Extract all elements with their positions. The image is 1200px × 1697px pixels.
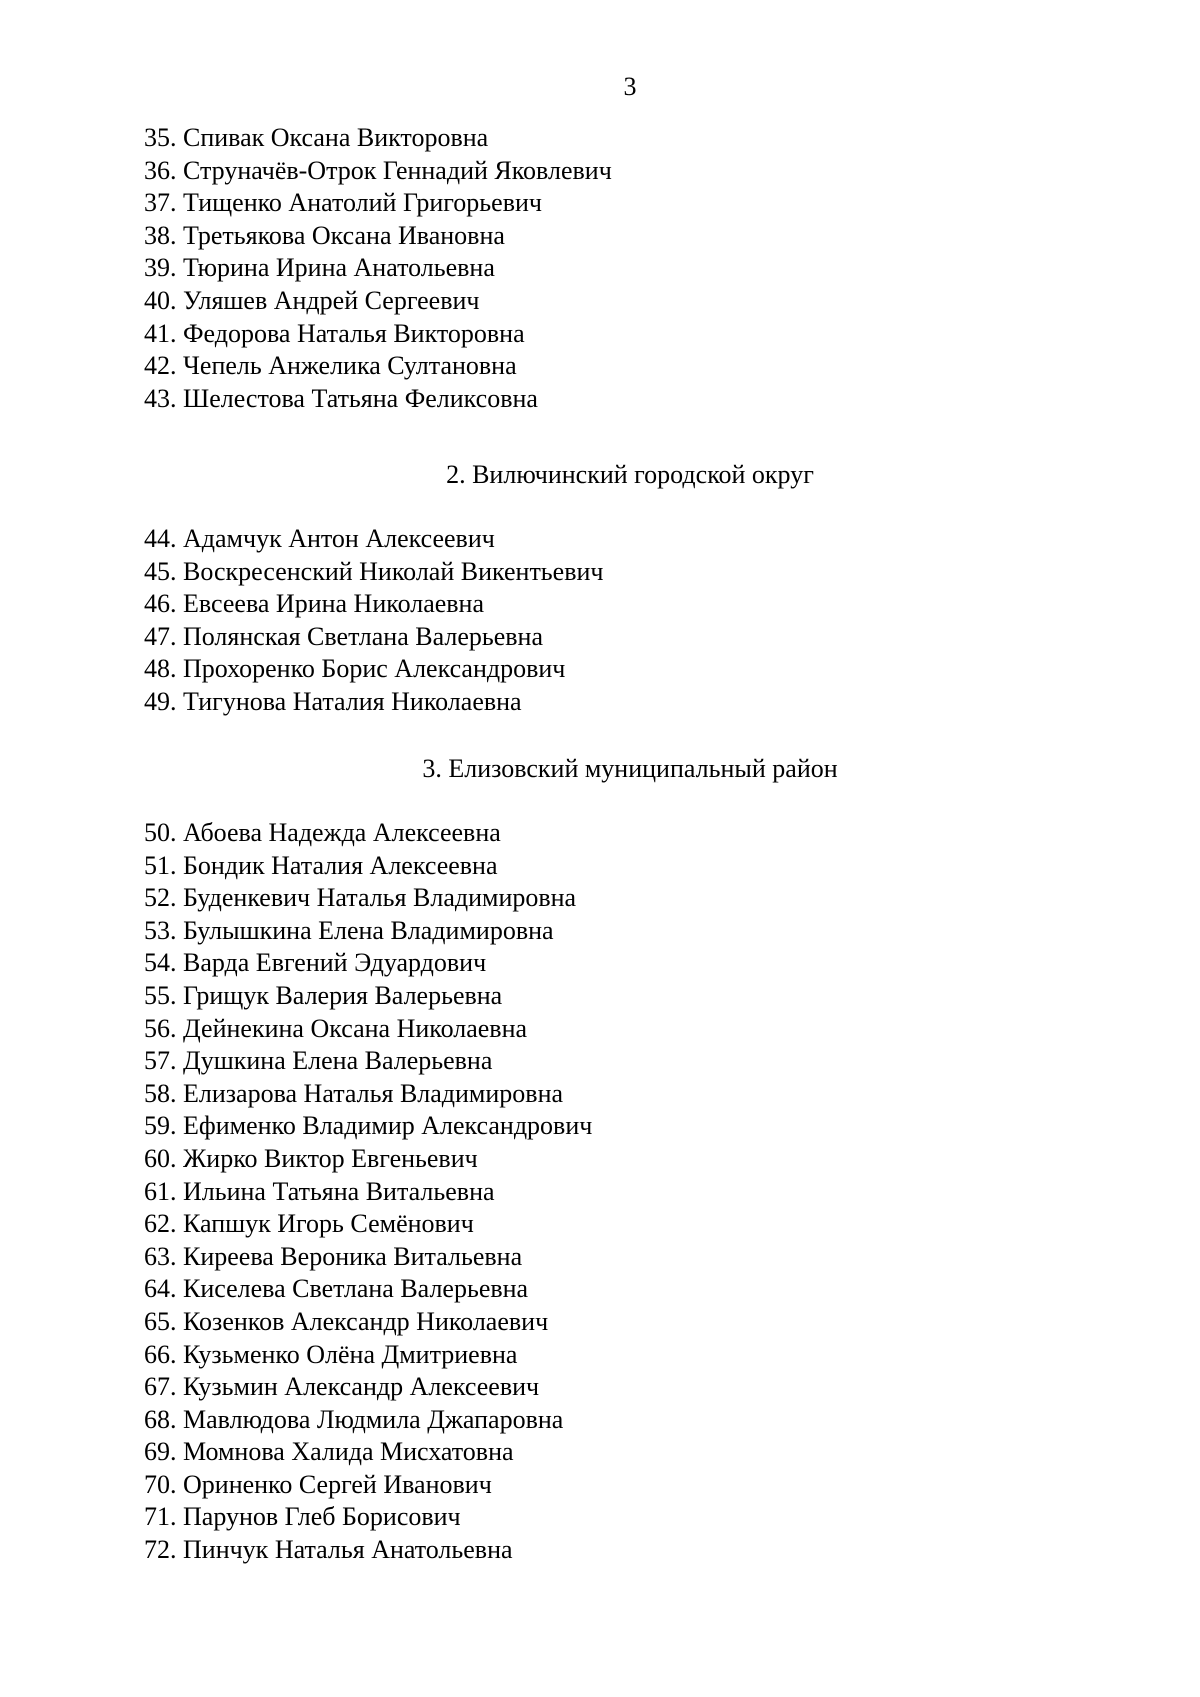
list-item: 58. Елизарова Наталья Владимировна [144, 1078, 564, 1108]
list-item: 41. Федорова Наталья Викторовна [144, 318, 525, 348]
list-item: 42. Чепель Анжелика Султановна [144, 351, 517, 381]
section-heading-elizovsky: 3. Елизовский муниципальный район [422, 754, 838, 783]
list-item: 52. Буденкевич Наталья Владимировна [144, 883, 577, 913]
list-item: 40. Уляшев Андрей Сергеевич [144, 285, 480, 315]
section-heading-vilyuchinsky: 2. Вилючинский городской округ [446, 460, 814, 489]
list-item: 63. Киреева Вероника Витальевна [144, 1241, 523, 1271]
section-1-list [144, 122, 1120, 415]
list-item: 72. Пинчук Наталья Анатольевна [144, 1535, 513, 1565]
list-item: 62. Капшук Игорь Семёнович [144, 1209, 474, 1239]
list-item: 43. Шелестова Татьяна Феликсовна [144, 383, 538, 413]
list-item: 60. Жирко Виктор Евгеньевич [144, 1143, 478, 1173]
list-item: 39. Тюрина Ирина Анатольевна [144, 253, 495, 283]
list-item: 36. Струначёв-Отрок Геннадий Яковлевич [144, 155, 612, 185]
list-item: 35. Спивак Оксана Викторовна [144, 123, 489, 152]
section-2-list [144, 523, 1120, 719]
list-item: 56. Дейнекина Оксана Николаевна [144, 1013, 528, 1043]
list-item: 57. Душкина Елена Валерьевна [144, 1046, 493, 1076]
list-item: 51. Бондик Наталия Алексеевна [144, 850, 498, 880]
list-item: 54. Варда Евгений Эдуардович [144, 948, 487, 978]
list-item: 67. Кузьмин Александр Алексеевич [144, 1372, 540, 1402]
list-item: 55. Грищук Валерия Валерьевна [144, 980, 503, 1010]
list-item: 38. Третьякова Оксана Ивановна [144, 220, 505, 250]
list-item: 47. Полянская Светлана Валерьевна [144, 621, 544, 651]
list-item: 49. Тигунова Наталия Николаевна [144, 686, 522, 716]
list-item: 66. Кузьменко Олёна Дмитриевна [144, 1339, 518, 1369]
page-number: 3 [623, 72, 637, 101]
list-item: 44. Адамчук Антон Алексеевич [144, 524, 495, 553]
list-item: 50. Абоева Надежда Алексеевна [144, 818, 501, 847]
list-item: 69. Момнова Халида Мисхатовна [144, 1437, 514, 1467]
list-item: 48. Прохоренко Борис Александрович [144, 654, 566, 684]
list-item: 59. Ефименко Владимир Александрович [144, 1111, 593, 1141]
list-item: 70. Ориненко Сергей Иванович [144, 1469, 492, 1499]
list-item: 45. Воскресенский Николай Викентьевич [144, 556, 604, 586]
list-item: 53. Булышкина Елена Владимировна [144, 915, 554, 945]
section-3-list [144, 817, 1120, 1567]
list-item: 68. Мавлюдова Людмила Джапаровна [144, 1404, 564, 1434]
list-item: 64. Киселева Светлана Валерьевна [144, 1274, 529, 1304]
list-item: 71. Парунов Глеб Борисович [144, 1502, 461, 1532]
list-item: 65. Козенков Александр Николаевич [144, 1306, 549, 1336]
list-item: 61. Ильина Татьяна Витальевна [144, 1176, 495, 1206]
list-item: 37. Тищенко Анатолий Григорьевич [144, 188, 542, 218]
list-item: 46. Евсеева Ирина Николаевна [144, 589, 485, 619]
